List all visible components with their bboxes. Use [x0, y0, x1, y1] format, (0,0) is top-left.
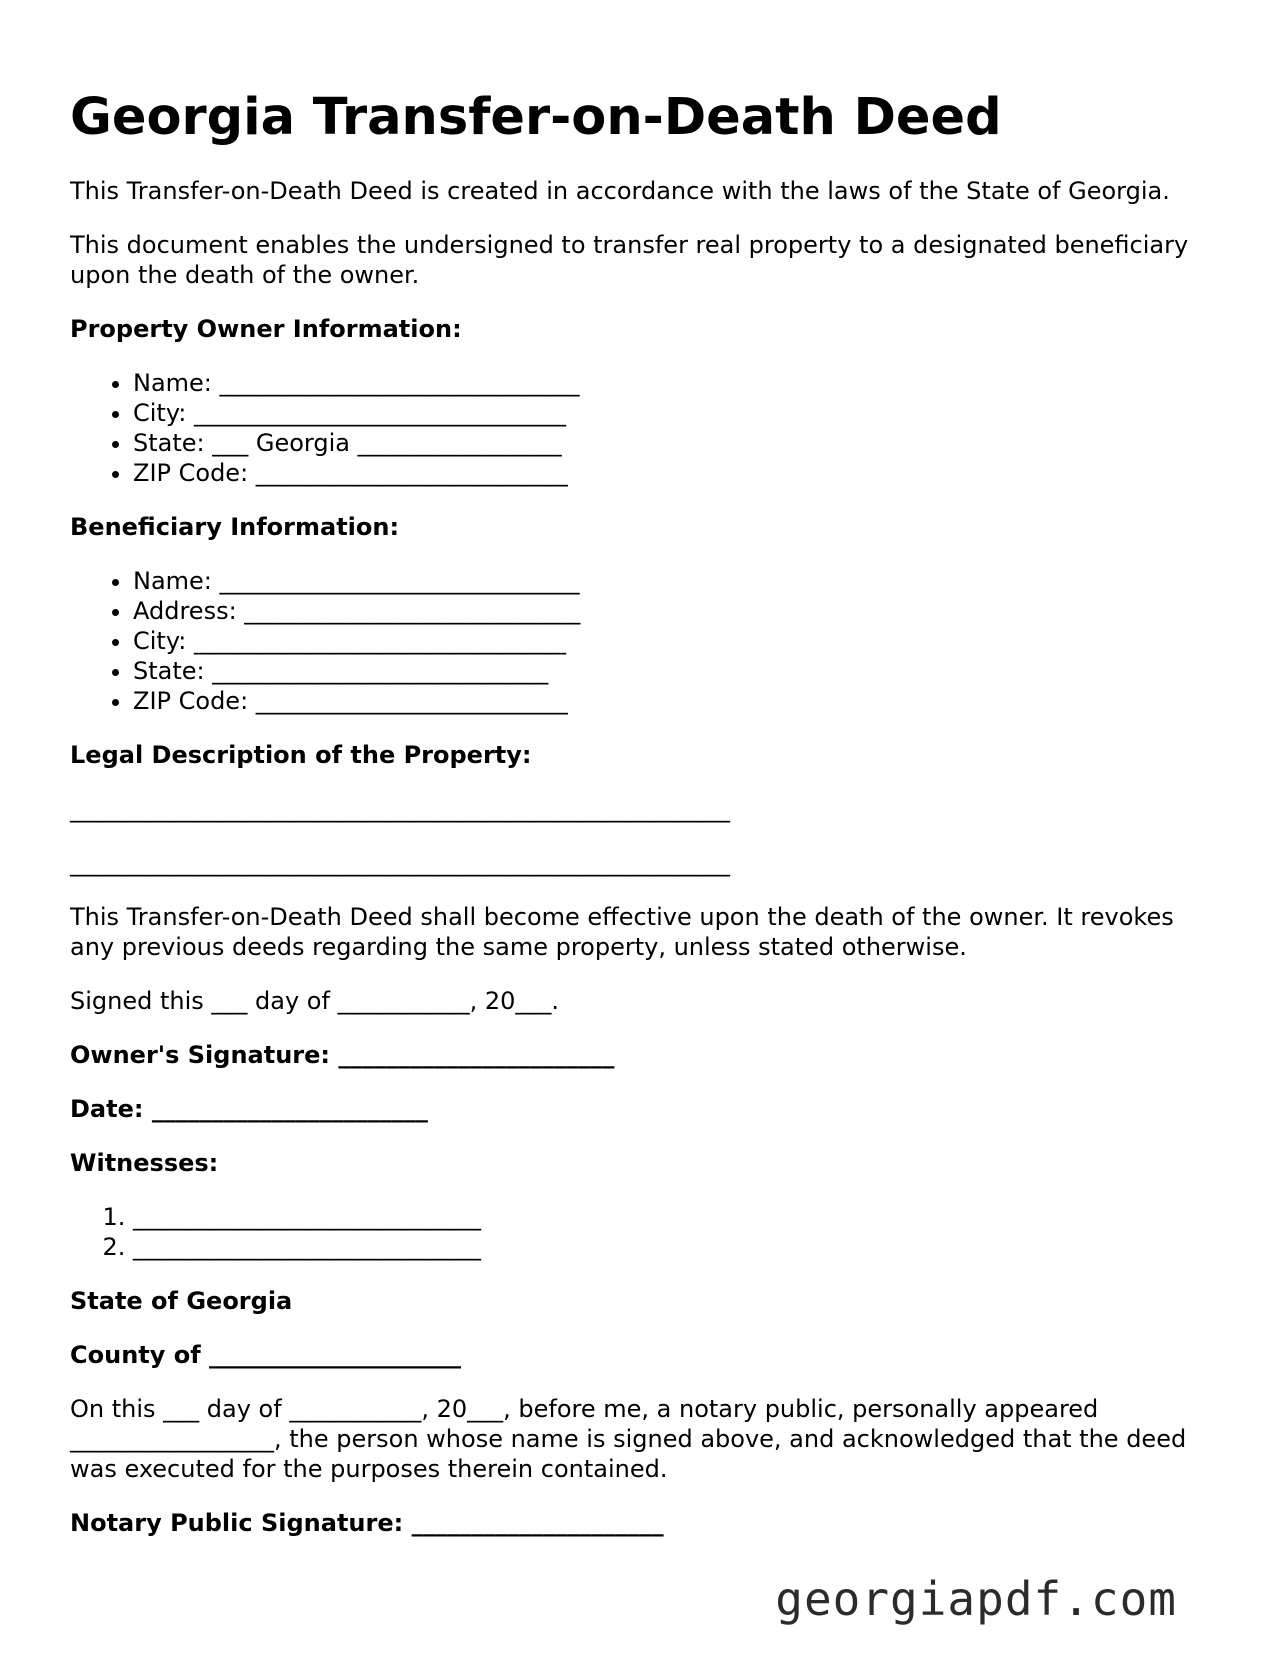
notary-signature-line: Notary Public Signature: _____________________ [70, 1509, 664, 1537]
owner-section-heading: Property Owner Information: [70, 315, 462, 343]
legal-description-line-1: _______________________________________________________ [70, 795, 730, 823]
intro-paragraph-2: This document enables the undersigned to transfer real property to a designated beneficiary upon the death of the owner. [70, 231, 1189, 289]
county-of-line: County of _____________________ [70, 1341, 462, 1369]
document-page [70, 88, 1220, 1562]
beneficiary-info-list [70, 566, 1220, 716]
owner-zip-field: • ZIP Code: __________________________ [133, 458, 1220, 488]
beneficiary-city-field: • City: _______________________________ [133, 626, 1220, 656]
legal-description-lines [70, 794, 1220, 878]
owner-state-field: • State: ___ Georgia _________________ [133, 428, 1220, 458]
owner-signature-line: Owner's Signature: _______________________ [70, 1041, 615, 1069]
beneficiary-section-heading: Beneficiary Information: [70, 513, 400, 541]
witnesses-heading: Witnesses: [70, 1149, 219, 1177]
date-line: Date: _______________________ [70, 1095, 428, 1123]
witnesses-list [70, 1202, 1220, 1262]
beneficiary-zip-field: • ZIP Code: __________________________ [133, 686, 1220, 716]
watermark-logo: georgiapdf.com [775, 1572, 1177, 1626]
owner-city-field: • City: _______________________________ [133, 398, 1220, 428]
legal-description-heading: Legal Description of the Property: [70, 741, 532, 769]
witness-line-2: 2. _____________________________ [133, 1232, 1220, 1262]
owner-info-list [70, 368, 1220, 488]
page-title: Georgia Transfer-on-Death Deed [70, 88, 1002, 147]
state-of-heading: State of Georgia [70, 1287, 293, 1315]
witness-line-1: 1. _____________________________ [133, 1202, 1220, 1232]
owner-name-field: • Name: ______________________________ [133, 368, 1220, 398]
signed-this-line: Signed this ___ day of ___________, 20___. [70, 987, 559, 1015]
beneficiary-state-field: • State: ____________________________ [133, 656, 1220, 686]
effective-paragraph: This Transfer-on-Death Deed shall become effective upon the death of the owner. It revokes any previous deeds regarding the same property, unless stated otherwise. [70, 903, 1174, 961]
legal-description-line-2: _______________________________________________________ [70, 849, 730, 877]
beneficiary-address-field: • Address: ____________________________ [133, 596, 1220, 626]
beneficiary-name-field: • Name: ______________________________ [133, 566, 1220, 596]
intro-paragraph-1: This Transfer-on-Death Deed is created in accordance with the laws of the State of Georgia. [70, 177, 1170, 205]
notary-paragraph: On this ___ day of ___________, 20___, before me, a notary public, personally appeared _________________, the person whose name is signed above, and acknowledged that the deed was executed for the purposes therein contained. [70, 1395, 1187, 1483]
